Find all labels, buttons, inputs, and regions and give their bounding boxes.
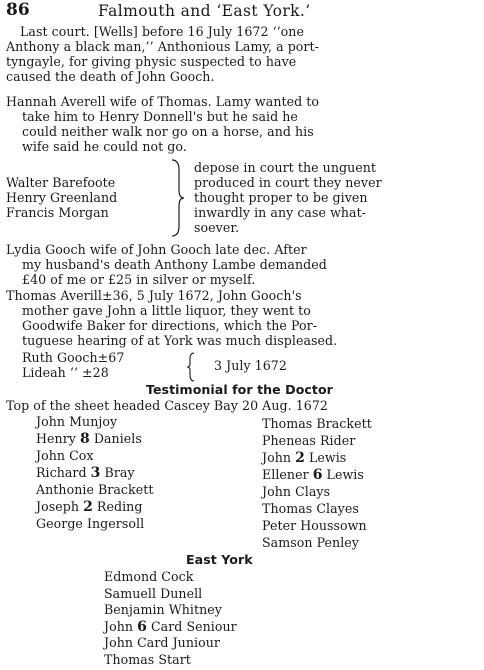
text-line: tuguese hearing of at York was much displeased. bbox=[22, 333, 338, 348]
text-line: Last court. [Wells] before 16 July 1672 ‘‘one bbox=[20, 24, 304, 39]
mark-number: 3 bbox=[90, 465, 101, 481]
deposition-line: soever. bbox=[194, 220, 240, 235]
text-line: wife said he could not go. bbox=[22, 139, 187, 154]
text-line: Anthony a black man,’’ Anthonious Lamy, a port- bbox=[6, 39, 319, 54]
mark-number: 6 bbox=[312, 467, 323, 483]
brace-icon bbox=[186, 352, 196, 382]
text-line: caused the death of John Gooch. bbox=[6, 69, 215, 84]
witness-date: 3 July 1672 bbox=[214, 358, 287, 373]
signatory-name: John 6 Card Seniour bbox=[104, 618, 237, 635]
text-line: Goodwife Baker for directions, which the Por- bbox=[22, 318, 317, 333]
signatory-name: George Ingersoll bbox=[36, 516, 145, 531]
signatory-name: Thomas Start bbox=[104, 651, 191, 667]
signatory-name: Benjamin Whitney bbox=[104, 602, 222, 617]
testimonial-heading: Testimonial for the Doctor bbox=[146, 382, 333, 397]
sheet-header-line: Top of the sheet headed Cascey Bay 20 Aug. 1672 bbox=[6, 398, 328, 413]
text-line: tyngayle, for giving physic suspected to have bbox=[6, 54, 297, 69]
right-brace-icon bbox=[170, 158, 186, 238]
signatory-name: Samson Penley bbox=[262, 535, 359, 550]
section-heading: Falmouth and ‘East York.’ bbox=[98, 2, 311, 20]
text-line: Thomas Averill±36, 5 July 1672, John Gooch's bbox=[6, 288, 302, 303]
signatory-name: John 2 Lewis bbox=[262, 450, 347, 466]
signatory-name: Thomas Brackett bbox=[262, 416, 372, 431]
signatory-name: John Card Juniour bbox=[104, 635, 220, 650]
signatory-name: John Clays bbox=[262, 484, 331, 499]
signatory-name: John Munjoy bbox=[36, 414, 118, 429]
signatory-name: Pheneas Rider bbox=[262, 433, 356, 448]
mark-number: 2 bbox=[295, 450, 305, 466]
text-line: could neither walk nor go on a horse, and his bbox=[22, 124, 314, 139]
mark-number: 8 bbox=[80, 431, 90, 447]
signatory-name: Peter Houssown bbox=[262, 518, 367, 533]
signatory-name: Samuell Dunell bbox=[104, 585, 203, 601]
deponent-name: Walter Barefoote bbox=[6, 175, 116, 190]
witness-name: Lideah ‘‘ ±28 bbox=[22, 365, 109, 380]
deposition-line: inwardly in any case what- bbox=[194, 205, 367, 220]
signatory-name: Thomas Clayes bbox=[262, 501, 359, 516]
text-line: mother gave John a little liquor, they went to bbox=[22, 303, 311, 318]
deponent-name: Henry Greenland bbox=[6, 190, 118, 205]
east-york-heading: East York bbox=[186, 552, 253, 567]
text-line: my husband's death Anthony Lambe demanded bbox=[22, 257, 327, 272]
witness-name: Ruth Gooch±67 bbox=[22, 350, 125, 365]
deposition-line: thought proper to be given bbox=[194, 190, 368, 205]
mark-number: 2 bbox=[83, 499, 93, 515]
text-line: £40 of me or £25 in silver or myself. bbox=[22, 272, 256, 287]
signatory-name: Henry 8 Daniels bbox=[36, 431, 142, 447]
page-number: 86 bbox=[6, 0, 30, 20]
text-line: Lydia Gooch wife of John Gooch late dec. After bbox=[6, 242, 307, 257]
signatory-name: John Cox bbox=[36, 448, 94, 463]
signatory-name: Richard 3 Bray bbox=[36, 465, 135, 481]
text-line: Hannah Averell wife of Thomas. Lamy wanted to bbox=[6, 94, 320, 109]
signatory-name: Anthonie Brackett bbox=[36, 482, 154, 497]
mark-number: 6 bbox=[137, 618, 147, 635]
signatory-name: Edmond Cock bbox=[104, 569, 194, 584]
deposition-line: depose in court the unguent bbox=[194, 160, 377, 175]
deposition-line: produced in court they never bbox=[194, 175, 382, 190]
signatory-name: Joseph 2 Reding bbox=[36, 499, 143, 515]
signatory-name: Ellener 6 Lewis bbox=[262, 467, 364, 483]
text-line: take him to Henry Donnell's but he said he bbox=[22, 109, 298, 124]
deponent-name: Francis Morgan bbox=[6, 205, 109, 220]
